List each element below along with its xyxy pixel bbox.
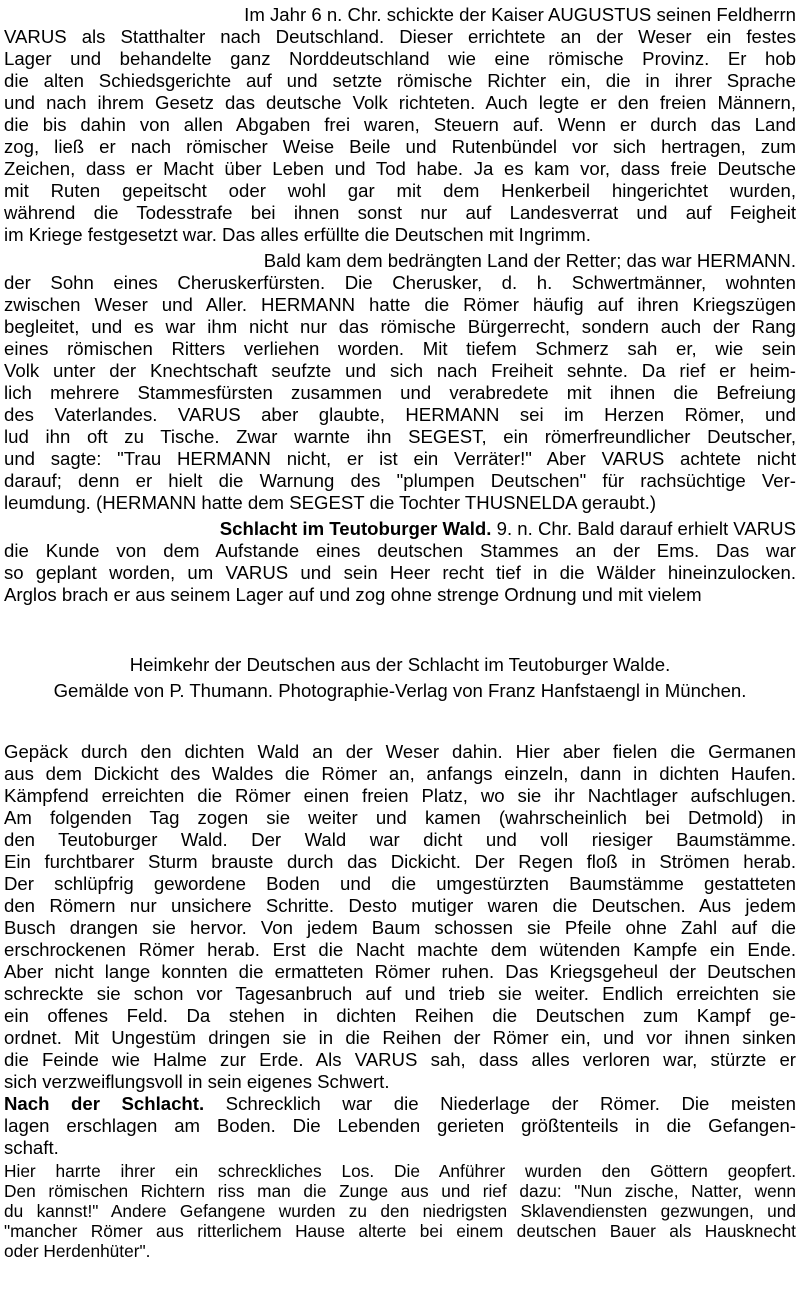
text-span: Schrecklich war die Niederlage der Römer. Die meisten: [204, 1093, 796, 1114]
text-line: während die Todesstrafe bei ihnen sonst nur auf Landesverrat und auf Feigheit: [4, 202, 796, 223]
text-line: so geplant worden, um VARUS und sein Heer recht tief in die Wälder hineinzulocken.: [4, 562, 796, 583]
text-line: erschrockenen Römer herab. Erst die Nacht machte dem wütenden Kampfe ein Ende.: [4, 939, 796, 960]
text-line: lich mehrere Stammesfürsten zusammen und verabredete mit ihnen die Befreiung: [4, 382, 796, 403]
text-line: schaft.: [4, 1137, 59, 1158]
text-line: Am folgenden Tag zogen sie weiter und kamen (wahrscheinlich bei Detmold) in: [4, 807, 796, 828]
text-line: mit Ruten gepeitscht oder wohl gar mit dem Henkerbeil hingerichtet wurden,: [4, 180, 796, 201]
text-line: zog, ließ er nach römischer Weise Beile und Rutenbündel vor sich hertragen, zum: [4, 136, 796, 157]
text-line: Kämpfend erreichten die Römer einen freien Platz, wo sie ihr Nachtlager aufschlugen.: [4, 785, 796, 806]
text-line: ordnet. Mit Ungestüm dringen sie in die Reihen der Römer ein, und vor ihnen sinken: [4, 1027, 796, 1048]
text-line: "mancher Römer aus ritterlichem Hause alterte bei einem deutschen Bauer als Hausknecht: [4, 1221, 796, 1241]
text-line: leumdung. (HERMANN hatte dem SEGEST die Tochter THUSNELDA geraubt.): [4, 492, 657, 513]
text-line: des Vaterlandes. VARUS aber glaubte, HERMANN sei im Herzen Römer, und: [4, 404, 796, 425]
text-line: im Kriege festgesetzt war. Das alles erfüllte die Deutschen mit Ingrimm.: [4, 224, 591, 245]
text-line: eines römischen Ritters verliehen worden. Mit tiefem Schmerz sah er, wie sein: [4, 338, 796, 359]
text-line: Aber nicht lange konnten die ermatteten Römer ruhen. Das Kriegsgeheul der Deutschen: [4, 961, 796, 982]
section-heading: Schlacht im Teutoburger Wald.: [219, 518, 492, 539]
text-line: Zeichen, dass er Macht über Leben und Tod habe. Ja es kam vor, dass freie Deutsche: [4, 158, 796, 179]
text-line: begleitet, und es war ihm nicht nur das römische Bürgerrecht, sondern auch der Rang: [4, 316, 796, 337]
text-line: oder Herdenhüter".: [4, 1241, 151, 1261]
text-line: sich verzweiflungsvoll in sein eigenes Schwert.: [4, 1071, 390, 1092]
caption-line: Gemälde von P. Thumann. Photographie-Verlag von Franz Hanfstaengl in München.: [53, 680, 747, 701]
text-line: Busch drangen sie hervor. Von jedem Baum schossen sie Pfeile ohne Zahl auf die: [4, 917, 796, 938]
text-line: [4, 1093, 796, 1115]
text-line: Den römischen Richtern riss man die Zunge aus und rief dazu: "Nun zische, Natter, wenn: [4, 1181, 796, 1201]
text-line: die Feinde wie Halme zur Erde. Als VARUS sah, dass alles verloren war, stürzte er: [4, 1049, 796, 1070]
text-line: lud ihn oft zu Tische. Zwar warnte ihn SEGEST, ein römerfreundlicher Deutscher,: [4, 426, 796, 447]
text-line: und nach ihrem Gesetz das deutsche Volk richteten. Auch legte er den freien Männern,: [4, 92, 796, 113]
text-line: VARUS als Statthalter nach Deutschland. Dieser errichtete an der Weser ein festes: [4, 26, 796, 47]
text-line: darauf; denn er hielt die Warnung des "plumpen Deutschen" für rachsüchtige Ver-: [4, 470, 796, 491]
text-line: lagen erschlagen am Boden. Die Lebenden gerieten größtenteils in die Gefangen-: [4, 1115, 796, 1136]
text-line: Lager und behandelte ganz Norddeutschland wie eine römische Provinz. Er hob: [4, 48, 796, 69]
text-line: den Römern nur unsichere Schritte. Desto mutiger waren die Deutschen. Aus jedem: [4, 895, 796, 916]
text-line: die alten Schiedsgerichte auf und setzte römische Richter ein, die in ihrer Sprache: [4, 70, 796, 91]
text-line: du kannst!" Andere Gefangene wurden zu den niedrigsten Sklavendiensten gezwungen, und: [4, 1201, 796, 1221]
text-line: aus dem Dickicht des Waldes die Römer an, anfangs einzeln, dann in dichten Haufen.: [4, 763, 796, 784]
text-line: die Kunde von dem Aufstande eines deutschen Stammes an der Ems. Das war: [4, 540, 796, 561]
text-line: schreckte sie schon vor Tagesanbruch auf und trieb sie weiter. Endlich erreichten sie: [4, 983, 796, 1004]
text-line: Gepäck durch den dichten Wald an der Weser dahin. Hier aber fielen die Germanen: [4, 741, 796, 762]
text-line: Volk unter der Knechtschaft seufzte und sich nach Freiheit sehnte. Da rief er heim-: [4, 360, 796, 381]
caption-line: Heimkehr der Deutschen aus der Schlacht im Teutoburger Walde.: [129, 654, 671, 675]
text-line: und sagte: "Trau HERMANN nicht, er ist ein Verräter!" Aber VARUS achtete nicht: [4, 448, 796, 469]
text-line: Ein furchtbarer Sturm brauste durch das Dickicht. Der Regen floß in Strömen herab.: [4, 851, 796, 872]
text-line: Bald kam dem bedrängten Land der Retter; das war HERMANN.: [263, 250, 796, 271]
text-line: Der schlüpfrig gewordene Boden und die umgestürzten Baumstämme gestatteten: [4, 873, 796, 894]
text-line: den Teutoburger Wald. Der Wald war dicht und voll riesiger Baumstämme.: [4, 829, 796, 850]
text-line: Hier harrte ihrer ein schreckliches Los. Die Anführer wurden den Göttern geopfert.: [4, 1161, 796, 1181]
text-line: der Sohn eines Cheruskerfürsten. Die Cherusker, d. h. Schwertmänner, wohnten: [4, 272, 796, 293]
text-span: 9. n. Chr. Bald darauf erhielt VARUS: [491, 518, 796, 539]
text-line: die bis dahin von allen Abgaben frei waren, Steuern auf. Wenn er durch das Land: [4, 114, 796, 135]
text-line: Arglos brach er aus seinem Lager auf und zog ohne strenge Ordnung und mit vielem: [4, 584, 702, 605]
text-line: zwischen Weser und Aller. HERMANN hatte die Römer häufig auf ihren Kriegszügen: [4, 294, 796, 315]
text-line: Im Jahr 6 n. Chr. schickte der Kaiser AUGUSTUS seinen Feldherrn: [244, 4, 796, 25]
text-line: ein offenes Feld. Da stehen in dichten Reihen die Deutschen zum Kampf ge-: [4, 1005, 796, 1026]
section-heading: Nach der Schlacht.: [4, 1093, 205, 1114]
text-line: [4, 518, 796, 540]
